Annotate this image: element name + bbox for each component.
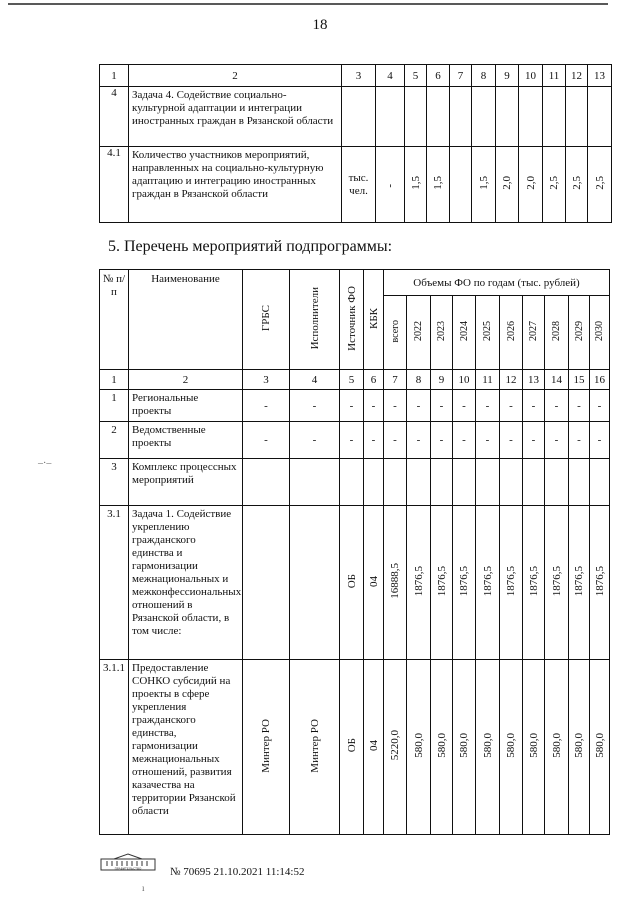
unit-cell — [342, 87, 376, 147]
header-cell: 4 — [376, 65, 405, 87]
value-cell — [569, 459, 590, 506]
kbk-cell: - — [364, 390, 384, 422]
scan-top-edge — [8, 3, 608, 5]
header-year: 2026 — [500, 296, 523, 370]
value-cell — [431, 459, 453, 506]
value-cell: 1876,5 — [476, 506, 500, 660]
value-cell: 580,0 — [453, 660, 476, 835]
value-cell: - — [523, 390, 545, 422]
row-name: Комплекс процессных мероприятий — [129, 459, 243, 506]
value-cell: 580,0 — [590, 660, 610, 835]
value-cell: - — [590, 390, 610, 422]
table-row — [100, 87, 612, 147]
column-number: 9 — [431, 370, 453, 390]
value-cell — [543, 87, 566, 147]
table-row — [100, 422, 610, 459]
table-header-row — [100, 65, 612, 87]
column-number: 1 — [100, 370, 129, 390]
column-number: 10 — [453, 370, 476, 390]
value-cell: - — [407, 390, 431, 422]
row-number: 4.1 — [100, 147, 129, 223]
value-cell: 1876,5 — [407, 506, 431, 660]
value-cell: 2,0 — [496, 147, 519, 223]
value-cell: - — [476, 390, 500, 422]
header-year: всего — [384, 296, 407, 370]
header-source: Источник ФО — [340, 270, 364, 370]
header-year: 2029 — [569, 296, 590, 370]
value-cell: - — [453, 422, 476, 459]
header-name: Наименование — [129, 270, 243, 370]
value-cell: - — [500, 390, 523, 422]
header-cell: 5 — [405, 65, 427, 87]
value-cell — [588, 87, 612, 147]
row-name: Задача 4. Содействие социально-культурной адаптации и интеграции иностранных граждан в Рязанской области — [129, 87, 342, 147]
header-kbk: КБК — [364, 270, 384, 370]
value-cell: 580,0 — [476, 660, 500, 835]
header-year: 2027 — [523, 296, 545, 370]
grbs-cell: - — [243, 390, 290, 422]
executor-cell — [290, 459, 340, 506]
value-cell: - — [453, 390, 476, 422]
header-cell: 10 — [519, 65, 543, 87]
value-cell: - — [431, 390, 453, 422]
value-cell: - — [545, 422, 569, 459]
value-cell — [566, 87, 588, 147]
value-cell: 1876,5 — [431, 506, 453, 660]
column-number: 4 — [290, 370, 340, 390]
header-cell: 9 — [496, 65, 519, 87]
value-cell: 5220,0 — [384, 660, 407, 835]
value-cell: 1876,5 — [545, 506, 569, 660]
source-cell: ОБ — [340, 506, 364, 660]
unit-cell: тыс. чел. — [342, 147, 376, 223]
value-cell: 580,0 — [500, 660, 523, 835]
grbs-cell: - — [243, 422, 290, 459]
header-num: № п/п — [100, 270, 129, 370]
table-header-row — [100, 270, 610, 296]
header-year: 2025 — [476, 296, 500, 370]
header-cell: 12 — [566, 65, 588, 87]
table-row — [100, 390, 610, 422]
source-cell: ОБ — [340, 660, 364, 835]
row-number: 3.1 — [100, 506, 129, 660]
value-cell — [545, 459, 569, 506]
value-cell: - — [476, 422, 500, 459]
value-cell — [472, 87, 496, 147]
value-cell: - — [431, 422, 453, 459]
value-cell: 2,5 — [543, 147, 566, 223]
value-cell — [500, 459, 523, 506]
value-cell — [476, 459, 500, 506]
value-cell: - — [590, 422, 610, 459]
value-cell — [376, 87, 405, 147]
executor-cell: - — [290, 390, 340, 422]
executor-cell: - — [290, 422, 340, 459]
executor-cell: Минтер РО — [290, 660, 340, 835]
row-number: 3 — [100, 459, 129, 506]
value-cell: - — [384, 390, 407, 422]
svg-text:ПРАВИТЕЛЬСТВО: ПРАВИТЕЛЬСТВО — [114, 866, 142, 871]
header-cell: 8 — [472, 65, 496, 87]
value-cell — [384, 459, 407, 506]
value-cell: 580,0 — [431, 660, 453, 835]
value-cell — [519, 87, 543, 147]
value-cell — [407, 459, 431, 506]
value-cell: 580,0 — [407, 660, 431, 835]
header-cell: 3 — [342, 65, 376, 87]
value-cell — [590, 459, 610, 506]
value-cell: - — [500, 422, 523, 459]
row-number: 2 — [100, 422, 129, 459]
row-name: Ведомственные проекты — [129, 422, 243, 459]
source-cell — [340, 459, 364, 506]
grbs-cell — [243, 506, 290, 660]
value-cell: 580,0 — [569, 660, 590, 835]
row-name: Предоставление СОНКО субсидий на проекты в сфере укрепления гражданского единства, гармонизации межнациональных отношений, развития казачества на территории Рязанской области — [129, 660, 243, 835]
indicators-table — [99, 64, 612, 223]
value-cell: 16888,5 — [384, 506, 407, 660]
value-cell: 1876,5 — [500, 506, 523, 660]
value-cell: 2,5 — [566, 147, 588, 223]
column-number: 14 — [545, 370, 569, 390]
column-number: 3 — [243, 370, 290, 390]
table-row — [100, 147, 612, 223]
column-number: 2 — [129, 370, 243, 390]
table-row — [100, 459, 610, 506]
row-name: Задача 1. Содействие укреплению гражданского единства и гармонизации межнациональных и межконфессиональных отношений в Рязанской области, в том числе: — [129, 506, 243, 660]
value-cell — [496, 87, 519, 147]
value-cell: 1,5 — [405, 147, 427, 223]
value-cell: 1,5 — [427, 147, 450, 223]
row-number: 3.1.1 — [100, 660, 129, 835]
value-cell: 2,5 — [588, 147, 612, 223]
value-cell — [450, 147, 472, 223]
kbk-cell: 04 — [364, 660, 384, 835]
kbk-cell — [364, 459, 384, 506]
row-name: Региональные проекты — [129, 390, 243, 422]
value-cell: - — [407, 422, 431, 459]
grbs-cell — [243, 459, 290, 506]
value-cell: 580,0 — [545, 660, 569, 835]
page-number: 18 — [312, 17, 328, 33]
header-year: 2028 — [545, 296, 569, 370]
header-year: 2022 — [407, 296, 431, 370]
column-number: 16 — [590, 370, 610, 390]
row-name: Количество участников мероприятий, направленных на социально-культурную адаптацию и интеграцию иностранных граждан в Рязанской области — [129, 147, 342, 223]
value-cell: 1876,5 — [569, 506, 590, 660]
document-id: № 70695 21.10.2021 11:14:52 — [170, 866, 305, 878]
column-number: 5 — [340, 370, 364, 390]
value-cell: - — [376, 147, 405, 223]
source-cell: - — [340, 390, 364, 422]
value-cell: - — [569, 422, 590, 459]
column-number: 15 — [569, 370, 590, 390]
section-title: 5. Перечень мероприятий подпрограммы: — [108, 238, 393, 255]
column-number: 11 — [476, 370, 500, 390]
value-cell: 580,0 — [523, 660, 545, 835]
kbk-cell: - — [364, 422, 384, 459]
header-volumes: Объемы ФО по годам (тыс. рублей) — [384, 270, 610, 296]
scan-bottom-mark: ı — [142, 883, 145, 893]
measures-table — [99, 269, 610, 835]
header-year: 2024 — [453, 296, 476, 370]
row-number: 1 — [100, 390, 129, 422]
value-cell — [453, 459, 476, 506]
grbs-cell: Минтер РО — [243, 660, 290, 835]
row-number: 4 — [100, 87, 129, 147]
value-cell: 1876,5 — [590, 506, 610, 660]
table-row — [100, 660, 610, 835]
value-cell: 1876,5 — [453, 506, 476, 660]
value-cell: 2,0 — [519, 147, 543, 223]
header-cell: 13 — [588, 65, 612, 87]
header-cell: 7 — [450, 65, 472, 87]
government-stamp-logo — [100, 853, 156, 871]
header-year: 2023 — [431, 296, 453, 370]
column-number: 6 — [364, 370, 384, 390]
column-number: 12 — [500, 370, 523, 390]
column-number: 7 — [384, 370, 407, 390]
table-row — [100, 506, 610, 660]
value-cell — [427, 87, 450, 147]
value-cell: - — [569, 390, 590, 422]
kbk-cell: 04 — [364, 506, 384, 660]
header-executors: Исполнители — [290, 270, 340, 370]
header-year: 2030 — [590, 296, 610, 370]
value-cell: 1,5 — [472, 147, 496, 223]
header-grbs: ГРБС — [243, 270, 290, 370]
value-cell — [405, 87, 427, 147]
column-number: 13 — [523, 370, 545, 390]
value-cell: - — [523, 422, 545, 459]
column-numbers-row — [100, 370, 610, 390]
header-cell: 11 — [543, 65, 566, 87]
value-cell — [523, 459, 545, 506]
value-cell: - — [384, 422, 407, 459]
header-cell: 6 — [427, 65, 450, 87]
executor-cell — [290, 506, 340, 660]
value-cell — [450, 87, 472, 147]
scan-margin-mark: –·– — [38, 458, 52, 469]
value-cell: - — [545, 390, 569, 422]
value-cell: 1876,5 — [523, 506, 545, 660]
source-cell: - — [340, 422, 364, 459]
header-cell: 2 — [129, 65, 342, 87]
header-cell: 1 — [100, 65, 129, 87]
column-number: 8 — [407, 370, 431, 390]
